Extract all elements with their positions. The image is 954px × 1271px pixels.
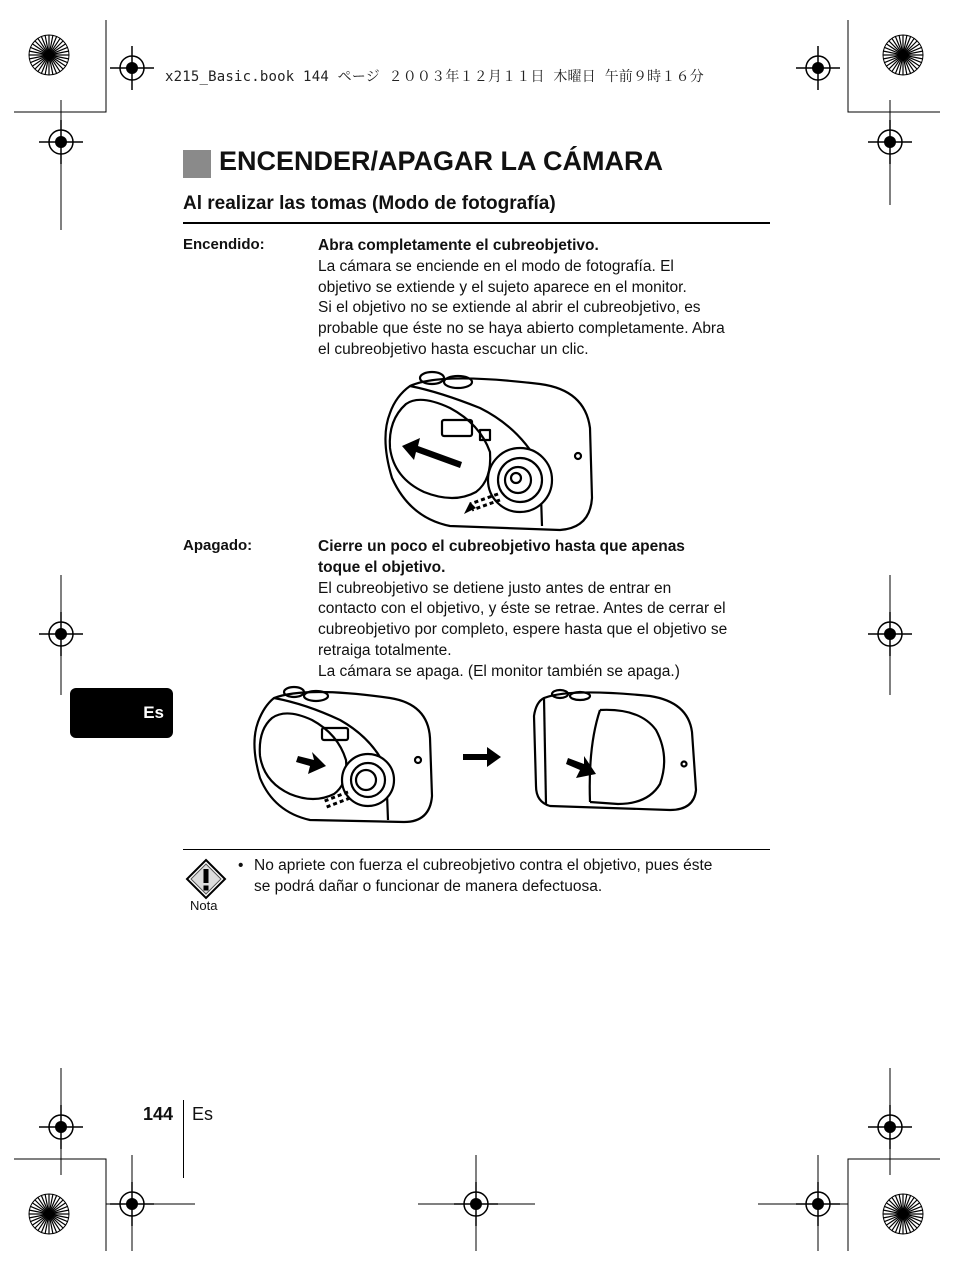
apagado-text	[318, 537, 774, 683]
text-line: El cubreobjetivo se detiene justo antes de entrar en	[318, 579, 672, 597]
text-line: Si el objetivo no se extiende al abrir el cubreobjetivo, es	[318, 299, 701, 317]
page-title: ENCENDER/APAGAR LA CÁMARA	[219, 146, 663, 176]
camera-closed-illustration	[530, 686, 702, 814]
text-line: probable que éste no se haya abierto completamente. Abra	[318, 320, 725, 338]
print-header: x215_Basic.book 144 ページ ２００３年１２月１１日 木曜日 午前９時１６分	[165, 69, 704, 85]
note-text	[238, 855, 773, 897]
arrow-right-icon	[463, 746, 501, 768]
encendido-instruction: Abra completamente el cubreobjetivo.	[318, 237, 599, 254]
footer-divider	[183, 1100, 184, 1178]
title-marker	[183, 150, 211, 178]
note-line: se podrá dañar o funcionar de manera defectuosa.	[254, 878, 603, 895]
text-line: cubreobjetivo por completo, espere hasta que el objetivo se	[318, 621, 728, 639]
warning-icon	[185, 858, 227, 900]
camera-closing-illustration	[250, 684, 440, 826]
note-line: No apriete con fuerza el cubreobjetivo contra el objetivo, pues éste	[254, 857, 713, 874]
note-rule	[183, 849, 770, 850]
language-tab-label: Es	[143, 703, 164, 722]
text-line: La cámara se enciende en el modo de fotografía. El	[318, 257, 674, 275]
text-line: retraiga totalmente.	[318, 641, 452, 659]
apagado-instruction: Cierre un poco el cubreobjetivo hasta que apenas	[318, 538, 685, 555]
page-number: 144	[143, 1104, 174, 1124]
footer-language: Es	[192, 1104, 214, 1124]
text-line: el cubreobjetivo hasta escuchar un clic.	[318, 340, 589, 358]
language-tab	[70, 688, 173, 738]
text-line: La cámara se apaga. (El monitor también se apaga.)	[318, 662, 680, 680]
note-bullet: •	[238, 857, 244, 874]
note-label: Nota	[190, 898, 218, 913]
subtitle-rule	[183, 222, 770, 224]
apagado-instruction: toque el objetivo.	[318, 558, 446, 576]
text-line: objetivo se extiende y el sujeto aparece en el monitor.	[318, 278, 687, 296]
encendido-text	[318, 236, 774, 361]
section-subtitle: Al realizar las tomas (Modo de fotografía)	[183, 193, 556, 214]
apagado-label: Apagado:	[183, 537, 253, 554]
encendido-label: Encendido:	[183, 236, 265, 253]
text-line: contacto con el objetivo, y éste se retrae. Antes de cerrar el	[318, 600, 726, 618]
camera-opening-illustration	[380, 368, 600, 534]
